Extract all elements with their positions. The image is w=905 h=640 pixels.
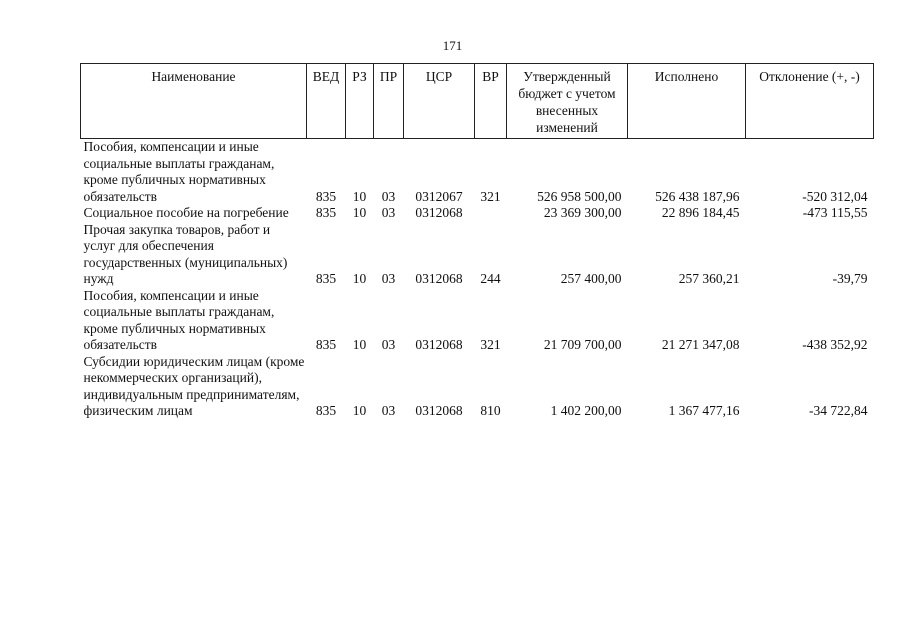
table-row <box>81 222 874 288</box>
table-row <box>81 288 874 354</box>
row-name: Субсидии юридическим лицам (кроме некоммерческих организаций), индивидуальным предпринимателям, физическим лицам <box>83 353 305 418</box>
row-executed: 526 438 187,96 <box>655 188 740 204</box>
row-budget: 21 709 700,00 <box>543 337 622 352</box>
table-row <box>81 205 874 222</box>
header-rz: РЗ <box>346 64 374 139</box>
table-row <box>81 354 874 420</box>
row-name: Прочая закупка товаров, работ и услуг для обеспечения государственных (муниципальных) нужд <box>83 221 288 286</box>
header-name: Наименование <box>81 64 307 139</box>
row-deviation: -34 722,84 <box>809 403 868 418</box>
row-csr: 0312068 <box>415 271 463 286</box>
row-budget: 23 369 300,00 <box>543 205 622 220</box>
row-vr: 244 <box>480 271 501 286</box>
page-number: 171 <box>442 38 463 53</box>
row-name: Пособия, компенсации и иные социальные выплаты гражданам, кроме публичных нормативных обязательств <box>83 139 275 204</box>
row-vr <box>475 205 507 222</box>
header-row <box>81 64 874 139</box>
header-csr: ЦСР <box>404 64 475 139</box>
row-executed: 1 367 477,16 <box>668 403 740 418</box>
row-vr: 810 <box>480 403 501 418</box>
row-rz: 10 <box>352 271 367 286</box>
row-csr: 0312068 <box>415 205 463 220</box>
header-ved: ВЕД <box>307 64 346 139</box>
row-name: Пособия, компенсации и иные социальные выплаты гражданам, кроме публичных нормативных обязательств <box>83 287 275 352</box>
row-deviation: -39,79 <box>832 271 868 286</box>
row-rz: 10 <box>352 188 367 204</box>
row-ved: 835 <box>315 403 337 418</box>
row-pr: 03 <box>381 403 396 418</box>
row-csr: 0312068 <box>415 403 463 418</box>
header-executed: Исполнено <box>628 64 746 139</box>
row-pr: 03 <box>381 188 396 204</box>
row-budget: 1 402 200,00 <box>550 403 622 418</box>
row-deviation: -520 312,04 <box>802 188 868 204</box>
table-row <box>81 139 874 206</box>
header-budget: Утвержденный бюджет с учетом внесенных изменений <box>507 64 628 139</box>
row-ved: 835 <box>315 337 337 352</box>
row-executed: 257 360,21 <box>678 271 740 286</box>
row-ved: 835 <box>315 271 337 286</box>
row-executed: 21 271 347,08 <box>661 337 740 352</box>
row-rz: 10 <box>352 205 367 220</box>
row-budget: 257 400,00 <box>560 271 622 286</box>
row-pr: 03 <box>381 337 396 352</box>
row-rz: 10 <box>352 403 367 418</box>
row-rz: 10 <box>352 337 367 352</box>
row-vr: 321 <box>480 337 501 352</box>
header-vr: ВР <box>475 64 507 139</box>
row-csr: 0312067 <box>415 188 463 204</box>
budget-table <box>80 63 874 420</box>
row-ved: 835 <box>315 205 337 220</box>
row-pr: 03 <box>381 271 396 286</box>
row-deviation: -438 352,92 <box>802 337 868 352</box>
header-deviation: Отклонение (+, -) <box>746 64 874 139</box>
row-ved: 835 <box>315 188 337 204</box>
row-executed: 22 896 184,45 <box>661 205 740 220</box>
header-pr: ПР <box>374 64 404 139</box>
row-pr: 03 <box>381 205 396 220</box>
row-deviation: -473 115,55 <box>802 205 868 220</box>
row-vr: 321 <box>480 188 501 204</box>
row-name: Социальное пособие на погребение <box>83 205 289 220</box>
row-budget: 526 958 500,00 <box>537 188 622 204</box>
row-csr: 0312068 <box>415 337 463 352</box>
